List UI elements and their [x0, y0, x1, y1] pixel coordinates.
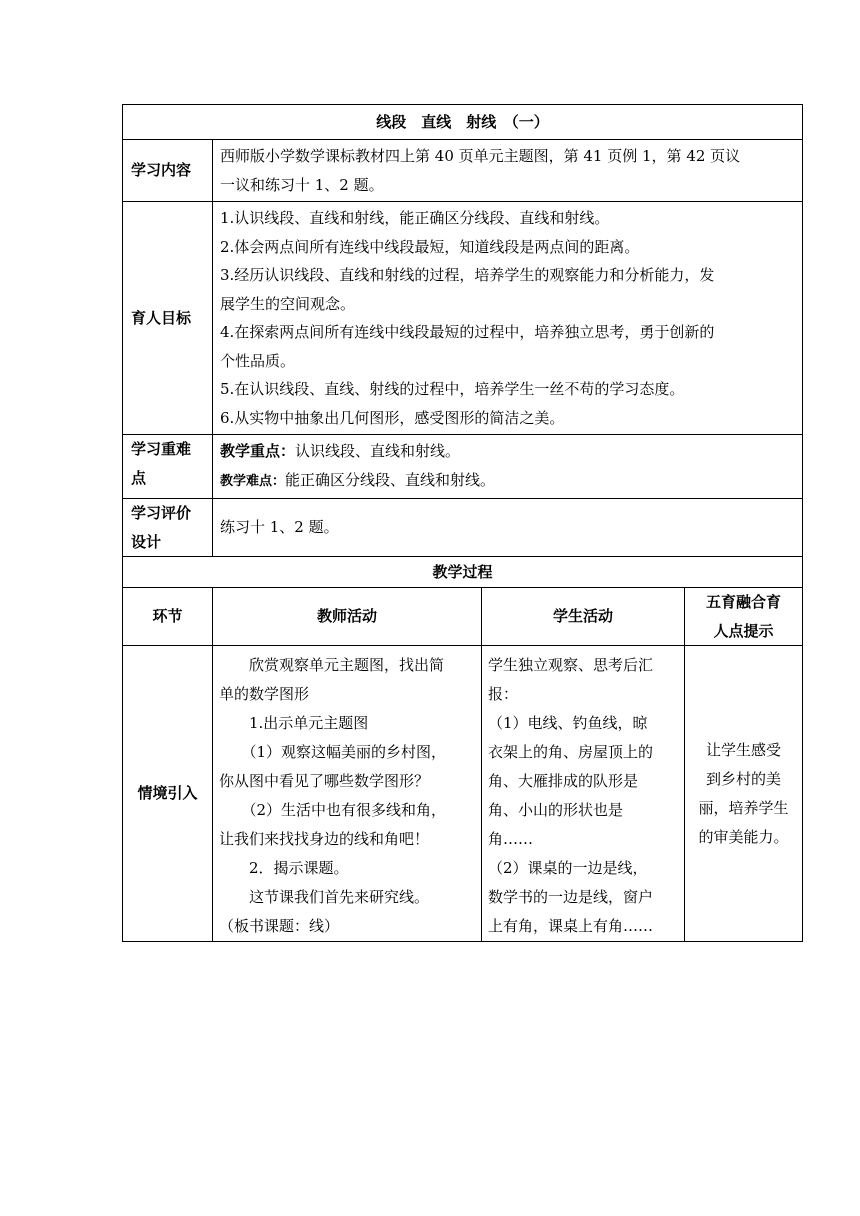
- teacher-line: 欣赏观察单元主题图，找出简: [219, 656, 445, 674]
- tip-line: 到乡村的美: [706, 769, 782, 788]
- goal-line: 3.经历认识线段、直线和射线的过程，培养学生的观察能力和分析能力，发: [220, 266, 715, 284]
- teacher-line: 这节课我们首先来研究线。: [219, 888, 430, 906]
- process-header-row: [123, 588, 803, 646]
- evaluation-label: [123, 499, 213, 557]
- process-heading-row: [123, 557, 803, 588]
- difficulty-text: [213, 435, 803, 499]
- lesson-table: [122, 104, 803, 942]
- tip-header-line: 五育融合育: [706, 593, 782, 611]
- content-row: [123, 140, 803, 202]
- student-line: 报：: [488, 685, 519, 703]
- content-line: 西师版小学数学课标教材四上第 40 页单元主题图，第 41 页例 1，第 42 页议: [220, 147, 741, 165]
- difficulty-label: [123, 435, 213, 499]
- student-line: （1）电线、钓鱼线，晾: [488, 714, 648, 732]
- teacher-line: （板书课题：线）: [219, 917, 340, 935]
- title-row: [123, 105, 803, 140]
- difficulty-label-line: 点: [131, 468, 147, 487]
- teacher-activity: [213, 646, 482, 942]
- goal-line: 展学生的空间观念。: [220, 294, 356, 313]
- lesson-title: 线段 直线 射线 （一）: [123, 105, 803, 140]
- tip-line: 的审美能力。: [698, 827, 789, 846]
- key-point-label: 教学重点：: [220, 442, 296, 460]
- goal-line: 1.认识线段、直线和射线，能正确区分线段、直线和射线。: [220, 209, 610, 227]
- student-line: 衣架上的角、房屋顶上的: [488, 743, 654, 761]
- hard-point-label: 教学难点：: [220, 473, 286, 489]
- hard-point-text: 能正确区分线段、直线和射线。: [285, 470, 496, 489]
- goals-label: 育人目标: [123, 202, 213, 435]
- goal-line: 6.从实物中抽象出几何图形，感受图形的简洁之美。: [220, 408, 565, 427]
- teacher-line: （2）生活中也有很多线和角，: [219, 801, 447, 819]
- tip-line: 让学生感受: [706, 740, 782, 759]
- student-line: 数学书的一边是线，窗户: [488, 888, 654, 906]
- teacher-line: 2．揭示课题。: [219, 859, 349, 877]
- teacher-header: 教师活动: [213, 588, 482, 646]
- student-line: 上有角，课桌上有角……: [488, 917, 654, 935]
- student-line: （2）课桌的一边是线，: [488, 859, 648, 877]
- goal-line: 个性品质。: [220, 351, 296, 370]
- teacher-line: 单的数学图形: [219, 685, 310, 703]
- teacher-line: 让我们来找找身边的线和角吧！: [219, 830, 430, 848]
- tip-header: [685, 588, 803, 646]
- process-heading: 教学过程: [123, 557, 803, 588]
- stage-cell: 情境引入: [123, 646, 213, 942]
- student-header: 学生活动: [482, 588, 685, 646]
- difficulty-label-line: 学习重难: [131, 440, 192, 458]
- student-line: 学生独立观察、思考后汇: [488, 656, 654, 674]
- student-line: 角……: [488, 830, 534, 848]
- teacher-line: 1.出示单元主题图: [219, 714, 369, 732]
- evaluation-row: [123, 499, 803, 557]
- teacher-line: 你从图中看见了哪些数学图形？: [219, 772, 430, 790]
- student-activity: [482, 646, 685, 942]
- goal-line: 5.在认识线段、直线、射线的过程中，培养学生一丝不苟的学习态度。: [220, 380, 685, 398]
- tip-header-line: 人点提示: [713, 621, 774, 640]
- hard-point: [220, 466, 796, 497]
- goals-row: [123, 202, 803, 435]
- key-point: [220, 437, 796, 466]
- goal-line: 4.在探索两点间所有连线中线段最短的过程中，培养独立思考，勇于创新的: [220, 323, 715, 341]
- lesson-plan: [122, 104, 802, 942]
- content-text: [213, 140, 803, 202]
- process-row: [123, 646, 803, 942]
- evaluation-label-line: 设计: [131, 532, 162, 551]
- evaluation-text: 练习十 1、2 题。: [213, 499, 803, 557]
- content-label: 学习内容: [123, 140, 213, 202]
- stage-header: 环节: [123, 588, 213, 646]
- tip-line: 丽，培养学生: [698, 798, 789, 817]
- goal-line: 2.体会两点间所有连线中线段最短，知道线段是两点间的距离。: [220, 237, 640, 256]
- student-line: 角、大雁排成的队形是: [488, 772, 639, 790]
- goals-text: [213, 202, 803, 435]
- teacher-line: （1）观察这幅美丽的乡村图，: [219, 743, 447, 761]
- key-point-text: 认识线段、直线和射线。: [295, 442, 461, 460]
- evaluation-label-line: 学习评价: [131, 504, 192, 522]
- student-line: 角、小山的形状也是: [488, 801, 624, 819]
- content-line: 一议和练习十 1、2 题。: [220, 175, 384, 194]
- difficulty-row: [123, 435, 803, 499]
- tip-cell: [685, 646, 803, 942]
